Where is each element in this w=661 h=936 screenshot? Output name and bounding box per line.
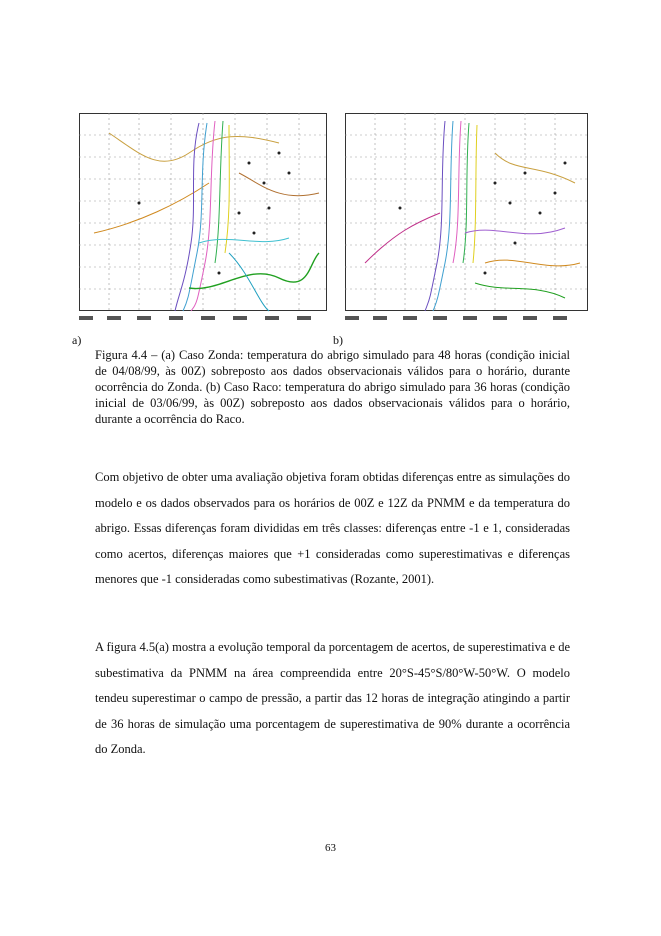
caption-label: Figura 4.4 – (a) [95,348,176,362]
temperature-map-a [79,113,327,325]
map-panel-a [79,113,327,325]
page-number: 63 [325,842,336,854]
temperature-map-b [345,113,588,325]
figure-caption [95,347,570,427]
panel-label-a: a) [72,333,82,347]
body-paragraph-2: A figura 4.5(a) mostra a evolução temporal da porcentagem de acertos, de superestimativa e de subestimativa da PNMM na área compreendida entre 20°S-45°S/80°W-50°W. O modelo tendeu superestimar o campo de pressão, a partir das 12 horas de integração atingindo a partir de 36 horas de simulação uma porcentagem de superestimativa de 90% durante a ocorrência do Zonda. [95,640,570,756]
caption-text: Caso Zonda: temperatura do abrigo simulado para 48 horas (condição inicial de 04/08/99, às 00Z) sobreposto aos dados observacionais válidos para o horário, durante ocorrência do Zonda. (b) Caso Raco: temperatura do abrigo simulado para 36 horas (condição inicial de 03/06/99, às 00Z) sobreposto aos dados observacionais válidos para o horário, durante a ocorrência do Raco. [95,348,570,426]
map-panel-b [345,113,588,325]
body-paragraph-1: Com objetivo de obter uma avaliação objetiva foram obtidas diferenças entre as simulações do modelo e os dados observados para os horários de 00Z e 12Z da PNMM e da temperatura do abrigo. Essas diferenças foram divididas em três classes: diferenças entre -1 e 1, consideradas como acertos, diferenças maiores que +1 consideradas como superestimativas e diferenças menores que -1 consideradas como subestimativas (Rozante, 2001). [95,470,570,586]
panel-label-b: b) [333,333,343,347]
